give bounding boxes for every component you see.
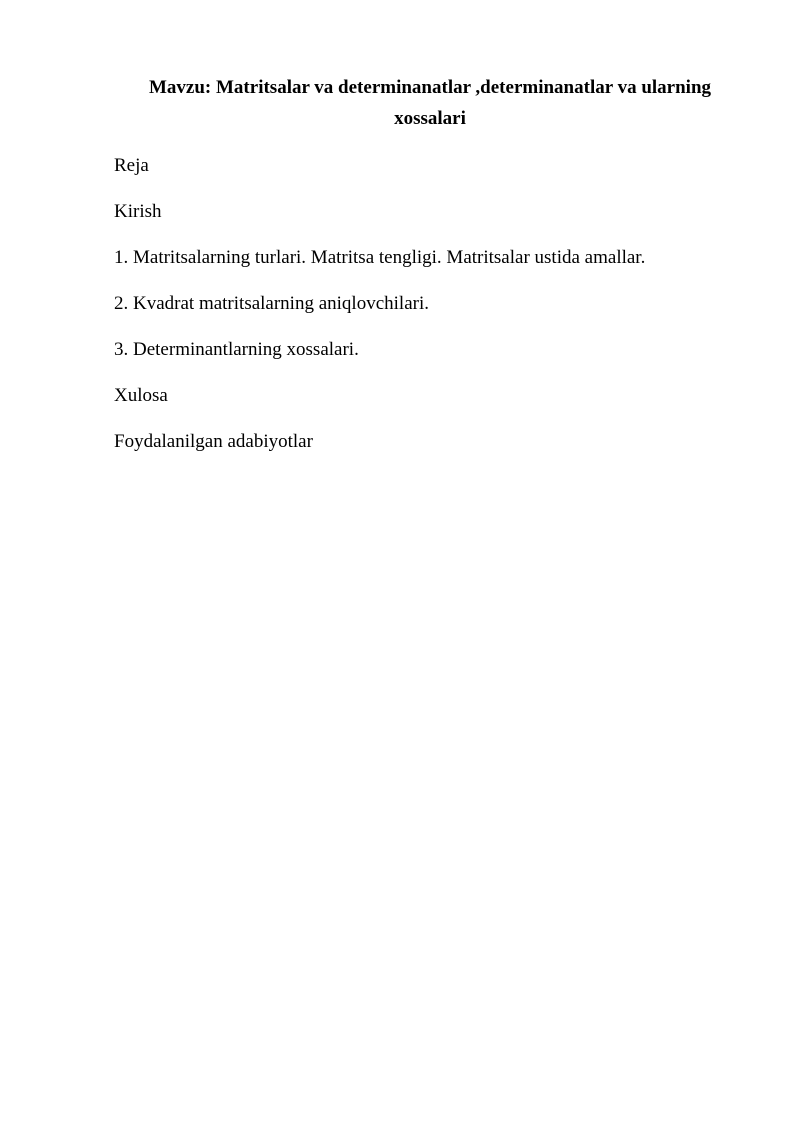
plan-heading: Reja — [114, 155, 149, 176]
plan-item-2: 2. Kvadrat matritsalarning aniqlovchilari. — [114, 293, 429, 314]
document-title — [120, 72, 740, 134]
plan-item-1: 1. Matritsalarning turlari. Matritsa tengligi. Matritsalar ustida amallar. — [114, 247, 646, 268]
plan-item-3: 3. Determinantlarning xossalari. — [114, 339, 359, 360]
conclusion-item: Xulosa — [114, 385, 168, 406]
intro-item: Kirish — [114, 201, 162, 222]
references-item: Foydalanilgan adabiyotlar — [114, 431, 313, 452]
title-line-1: Mavzu: Matritsalar va determinanatlar ,determinanatlar va ularning — [148, 77, 712, 98]
title-line-2: xossalari — [394, 108, 466, 129]
